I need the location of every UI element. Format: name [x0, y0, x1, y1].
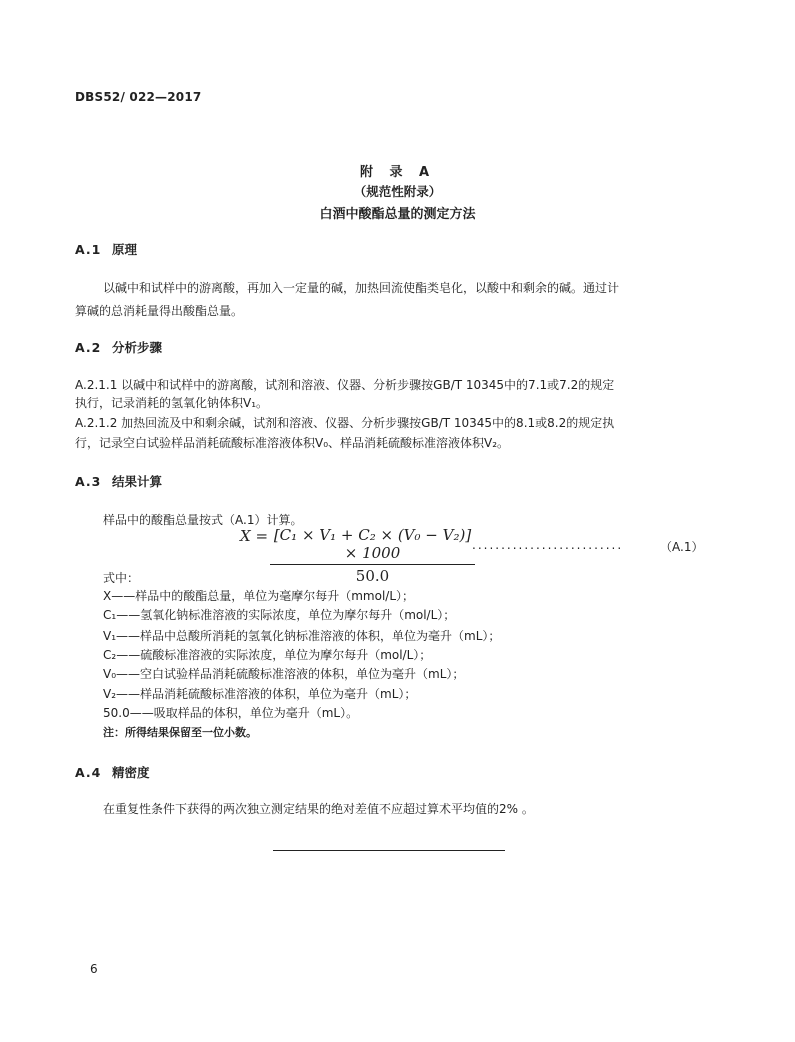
where-label: 式中：	[103, 571, 140, 585]
variable-def: 50.0——吸取样品的体积，单位为毫升（mL）。	[103, 706, 359, 720]
end-rule	[273, 850, 505, 851]
variable-def: V₁——样品中总酸所消耗的氢氧化钠标准溶液的体积，单位为毫升（mL）；	[103, 629, 501, 643]
formula-numerator: [C₁ × V₁ + C₂ × (V₀ − V₂)] × 1000	[270, 526, 475, 565]
variable-def: V₀——空白试验样品消耗硫酸标准溶液的体积，单位为毫升（mL）；	[103, 667, 465, 681]
section-a4-paragraph: 在重复性条件下获得的两次独立测定结果的绝对差值不应超过算术平均值的2% 。	[103, 802, 534, 816]
variable-def: V₂——样品消耗硫酸标准溶液的体积，单位为毫升（mL）；	[103, 687, 417, 701]
clause-a211-line1: A.2.1.1 以碱中和试样中的游离酸，试剂和溶液、仪器、分析步骤按GB/T 10345中的7.1或7.2的规定	[75, 378, 615, 392]
variable-def: X——样品中的酸酯总量，单位为毫摩尔每升（mmol/L）；	[103, 589, 415, 603]
clause-a212-line1: A.2.1.2 加热回流及中和剩余碱，试剂和溶液、仪器、分析步骤按GB/T 10345中的8.1或8.2的规定执	[75, 416, 615, 430]
section-a1-heading	[75, 240, 137, 258]
variable-def: C₂——硫酸标准溶液的实际浓度，单位为摩尔每升（mol/L）；	[103, 648, 432, 662]
document-code: DBS52/ 022—2017	[75, 90, 202, 104]
section-a3-heading	[75, 472, 162, 490]
clause-a211-line2: 执行，记录消耗的氢氧化钠体积V₁。	[75, 396, 269, 410]
section-a4-heading	[75, 763, 150, 781]
section-number: A.4	[75, 765, 102, 780]
section-title: 分析步骤	[112, 340, 163, 355]
section-title: 精密度	[112, 765, 150, 780]
clause-a212-line2: 行，记录空白试验样品消耗硫酸标准溶液体积V₀、样品消耗硫酸标准溶液体积V₂。	[75, 436, 510, 450]
formula-number: （A.1）	[660, 540, 704, 554]
section-title: 原理	[112, 242, 138, 257]
section-number: A.2	[75, 340, 102, 355]
variable-def: C₁——氢氧化钠标准溶液的实际浓度，单位为摩尔每升（mol/L）；	[103, 608, 456, 622]
annex-title: 附 录 A	[359, 165, 436, 180]
section-number: A.3	[75, 474, 102, 489]
formula-fraction	[270, 526, 475, 585]
section-a2-heading	[75, 338, 162, 356]
section-title: 结果计算	[112, 474, 163, 489]
result-note: 注：所得结果保留至一位小数。	[103, 726, 257, 739]
page-number: 6	[90, 962, 98, 976]
section-number: A.1	[75, 242, 102, 257]
formula-denominator: 50.0	[355, 567, 390, 585]
formula-intro: 样品中的酸酯总量按式（A.1）计算。	[103, 513, 303, 527]
formula-lhs: X =	[240, 527, 269, 545]
section-a1-paragraph-line1: 以碱中和试样中的游离酸，再加入一定量的碱，加热回流使酯类皂化，以酸中和剩余的碱。通过计	[103, 281, 620, 295]
section-a1-paragraph-line2: 算碱的总消耗量得出酸酯总量。	[75, 304, 244, 318]
annex-name: 白酒中酸酯总量的测定方法	[319, 207, 476, 222]
formula-leader-dots: ..........................	[472, 538, 624, 552]
annex-subtitle: （规范性附录）	[353, 184, 442, 199]
